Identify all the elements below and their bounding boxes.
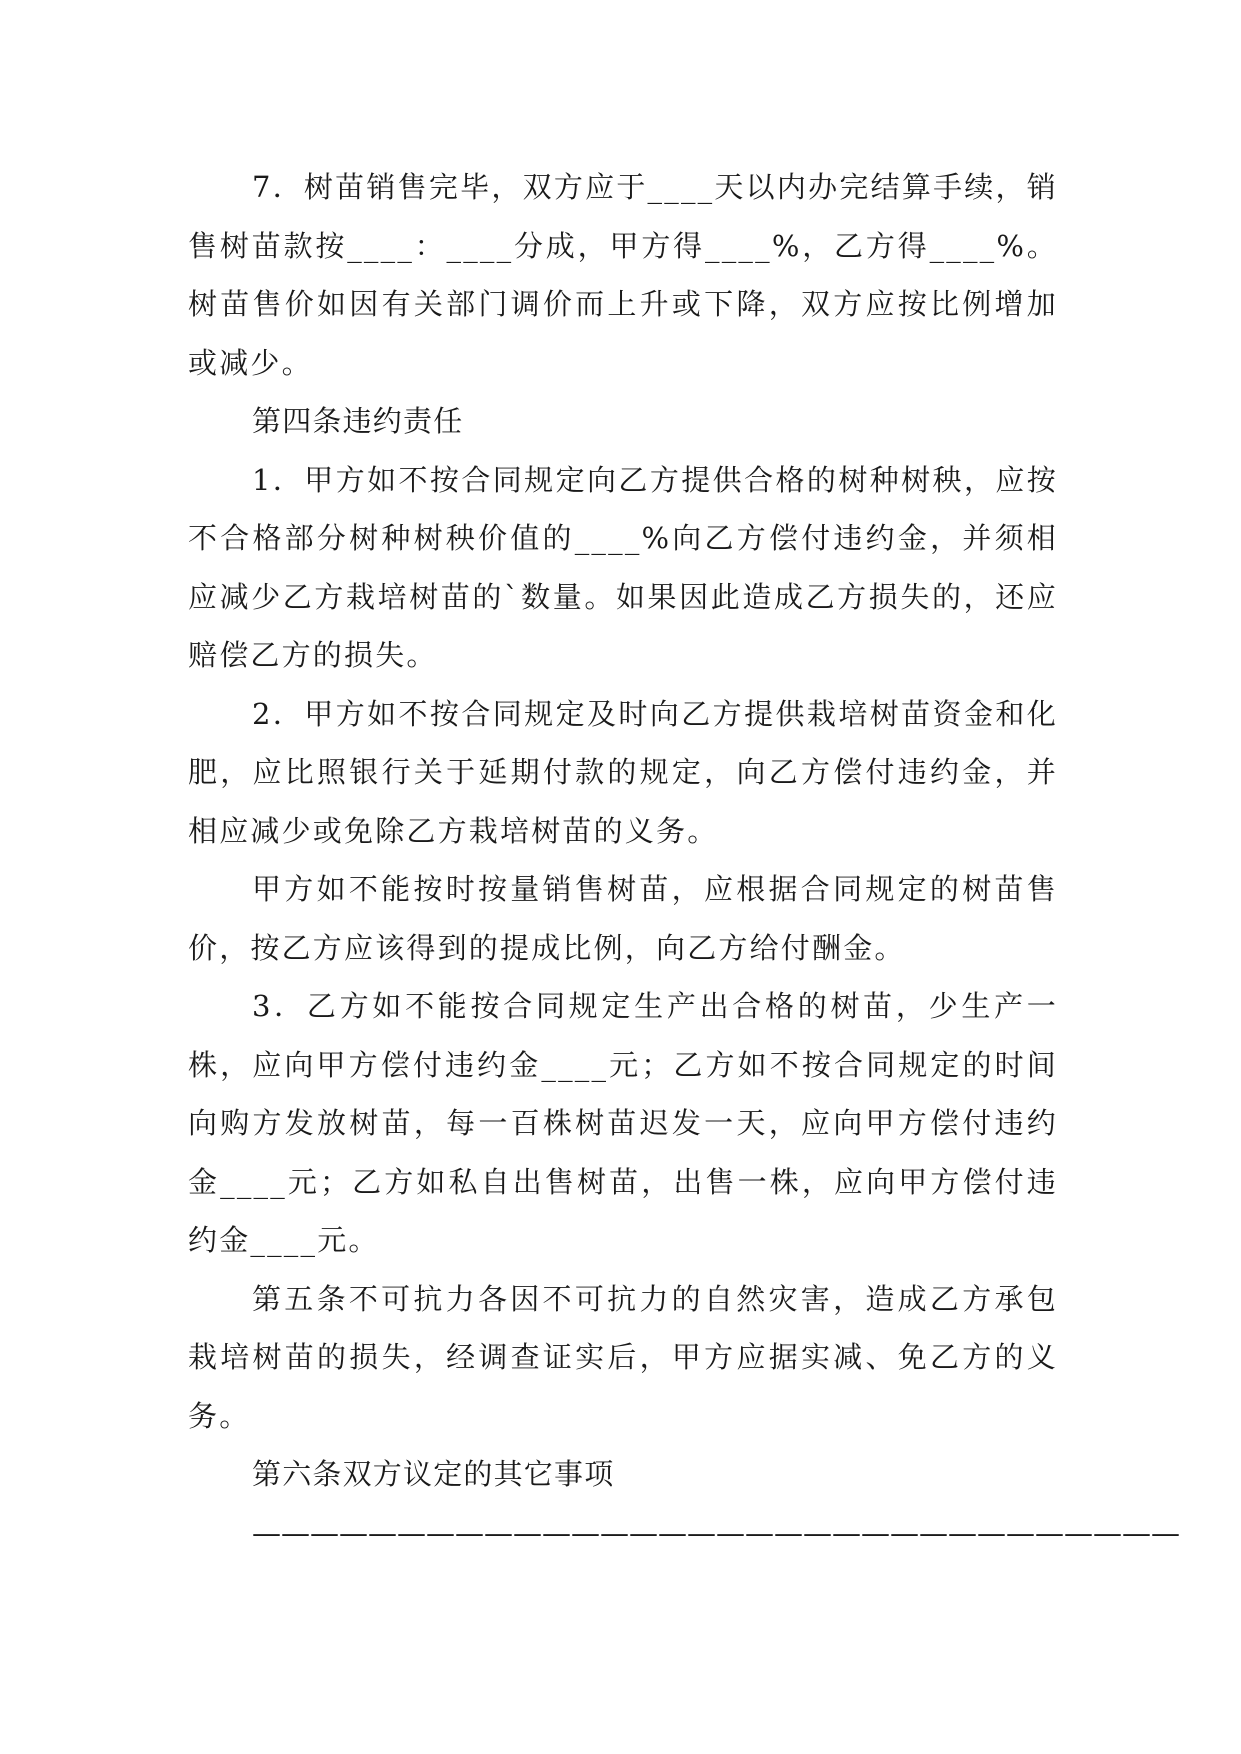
article-four-heading: 第四条违约责任 — [252, 404, 464, 438]
blank-fill-line: ———————————————————————————————— — [252, 1515, 1180, 1550]
article-six-heading: 第六条双方议定的其它事项 — [252, 1457, 615, 1491]
clause-paragraph-breach-2: 2．甲方如不按合同规定及时向乙方提供栽培树苗资金和化肥，应比照银行关于延期付款的规定，向乙方偿付违约金，并相应减少或免除乙方栽培树苗的义务。 — [188, 696, 1058, 848]
article-five-paragraph: 第五条不可抗力各因不可抗力的自然灾害，造成乙方承包栽培树苗的损失，经调查证实后，甲方应据实减、免乙方的义务。 — [188, 1281, 1058, 1433]
clause-paragraph-breach-3: 3．乙方如不能按合同规定生产出合格的树苗，少生产一株，应向甲方偿付违约金____元；乙方如不按合同规定的时间向购方发放树苗，每一百株树苗迟发一天，应向甲方偿付违约金____元；乙方如私自出售树苗，出售一株，应向甲方偿付违约金____元。 — [188, 989, 1058, 1257]
clause-paragraph-sales: 甲方如不能按时按量销售树苗，应根据合同规定的树苗售价，按乙方应该得到的提成比例，向乙方给付酬金。 — [188, 872, 1058, 965]
contract-body — [188, 158, 1180, 1562]
clause-paragraph-settlement: 7．树苗销售完毕，双方应于____天以内办完结算手续，销售树苗款按____：____分成，甲方得____%，乙方得____%。树苗售价如因有关部门调价而上升或下降，双方应按比例增加或减少。 — [188, 170, 1058, 380]
clause-paragraph-breach-1: 1．甲方如不按合同规定向乙方提供合格的树种树秧，应按不合格部分树种树秧价值的____%向乙方偿付违约金，并须相应减少乙方栽培树苗的`数量。如果因此造成乙方损失的，还应赔偿乙方的损失。 — [188, 462, 1058, 672]
